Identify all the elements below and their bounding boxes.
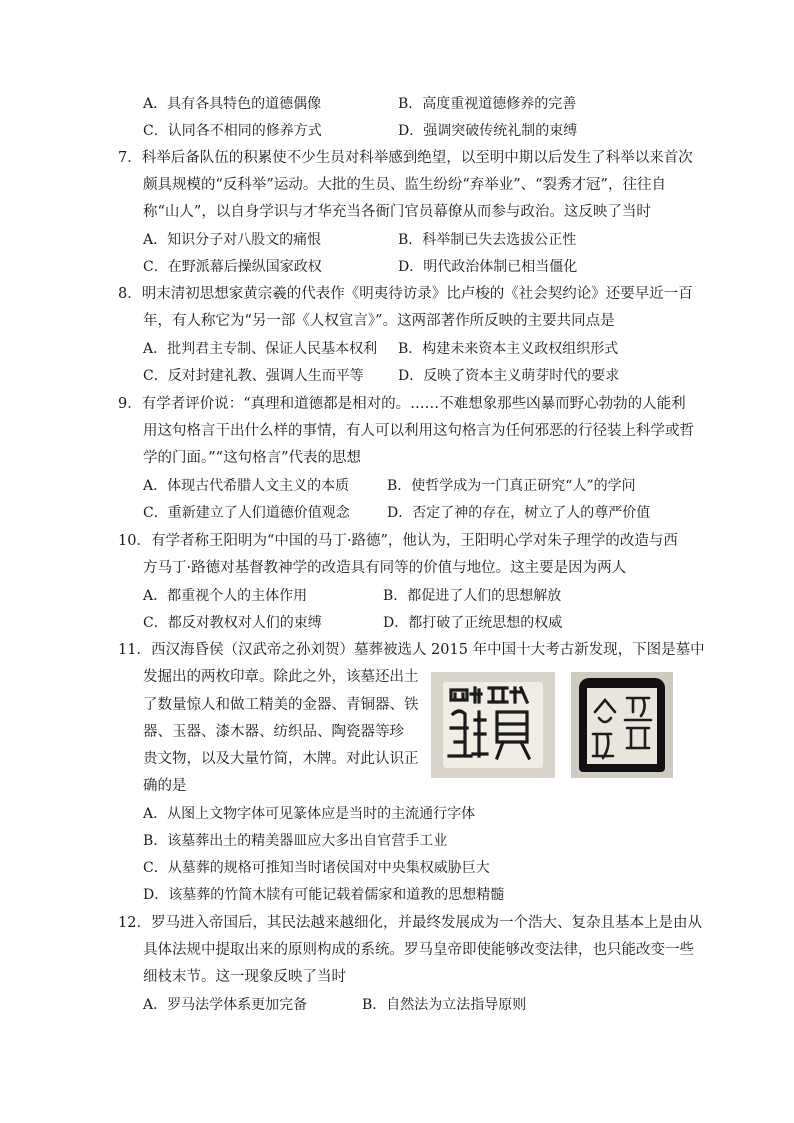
q7-option-a: A．知识分子对八股文的痛恨 <box>143 232 322 248</box>
q9-option-b: B．使哲学成为一门真正研究“人”的学问 <box>387 478 636 494</box>
q8-option-a: A．批判君主专制、保证人民基本权利 <box>143 341 378 357</box>
q7-stem-line-3: 称“山人”，以自身学识与才华充当各衙门官员幕僚从而参与政治。这反映了当时 <box>143 204 651 220</box>
q9-stem-line-1: 9．有学者评价说：“真理和道德都是相对的。……不难想象那些凶暴而野心勃勃的人能利 <box>118 396 686 412</box>
q10-option-a: A．都重视个人的主体作用 <box>143 588 308 604</box>
seal-1-carving <box>431 672 555 778</box>
q10-stem-line-1: 10．有学者称王阳明为“中国的马丁·路德”，他认为，王阳明心学对朱子理学的改造与西 <box>118 533 678 549</box>
seal-2-carving <box>571 672 673 778</box>
q10-option-c: C．都反对教权对人们的束缚 <box>143 615 322 631</box>
q11-option-c: C．从墓葬的规格可推知当时诸侯国对中央集权威胁巨大 <box>143 860 490 876</box>
q10-option-b: B．都促进了人们的思想解放 <box>383 588 562 604</box>
q11-stem-line-6: 确的是 <box>143 778 187 794</box>
q11-stem-line-2: 发掘出的两枚印章。除此之外，该墓还出土 <box>143 669 419 685</box>
q8-option-b: B．构建未来资本主义政权组织形式 <box>398 341 619 357</box>
q9-stem-line-3: 学的门面。”“这句格言”代表的思想 <box>143 450 361 466</box>
q12-stem-line-2: 具体法规中提取出来的原则构成的系统。罗马皇帝即使能够改变法律，也只能改变一些 <box>143 942 694 958</box>
q7-option-c: C．在野派幕后操纵国家政权 <box>143 259 322 275</box>
q12-option-b: B．自然法为立法指导原则 <box>362 997 527 1013</box>
q6-option-a: A．具有各具特色的道德偶像 <box>143 96 322 112</box>
q11-option-d: D．该墓葬的竹简木牍有可能记载着儒家和道教的思想精髓 <box>143 887 505 903</box>
seal-photo-1 <box>431 672 555 778</box>
q7-option-b: B．科举制已失去选拔公正性 <box>398 232 577 248</box>
q10-option-d: D．都打破了正统思想的权威 <box>383 615 563 631</box>
q8-option-d: D．反映了资本主义萌芽时代的要求 <box>398 368 620 384</box>
seal-photo-2 <box>571 672 673 778</box>
q10-stem-line-2: 方马丁·路德对基督教神学的改造具有同等的价值与地位。这主要是因为两人 <box>143 560 627 576</box>
q11-stem-line-1: 11．西汉海昏侯（汉武帝之孙刘贺）墓葬被选人 2015 年中国十大考古新发现，下图是墓中 <box>118 642 705 658</box>
q8-stem-line-1: 8．明末清初思想家黄宗羲的代表作《明夷待访录》比卢梭的《社会契约论》还要早近一百 <box>118 286 693 302</box>
q6-option-c: C．认同各不相同的修养方式 <box>143 123 322 139</box>
q8-stem-line-2: 年，有人称它为“另一部《人权宣言》”。这两部著作所反映的主要共同点是 <box>143 313 615 329</box>
q11-stem-line-3: 了数量惊人和做工精美的金器、青铜器、铁 <box>143 697 419 713</box>
q12-stem-line-1: 12．罗马进入帝国后，其民法越来越细化，并最终发展成为一个浩大、复杂且基本上是由从 <box>118 915 702 931</box>
q9-stem-line-2: 用这句格言干出什么样的事情，有人可以利用这句格言为任何邪恶的行径装上科学或哲 <box>143 423 694 439</box>
seal-images <box>431 672 673 778</box>
q6-option-b: B．高度重视道德修养的完善 <box>398 96 577 112</box>
q11-option-a: A．从图上文物字体可见篆体应是当时的主流通行字体 <box>143 806 476 822</box>
q9-option-a: A．体现古代希腊人文主义的本质 <box>143 478 350 494</box>
q7-option-d: D．明代政治体制已相当僵化 <box>398 259 578 275</box>
q9-option-c: C．重新建立了人们道德价值观念 <box>143 505 350 521</box>
q11-stem-line-5: 贵文物，以及大量竹简，木牌。对此认识正 <box>143 751 419 767</box>
q11-option-b: B．该墓葬出土的精美器皿应大多出自官营手工业 <box>143 833 448 849</box>
q8-option-c: C．反对封建礼教、强调人生而平等 <box>143 368 364 384</box>
q7-stem-line-1: 7．科举后备队伍的积累使不少生员对科举感到绝望，以至明中期以后发生了科举以来首次 <box>118 150 693 166</box>
q9-option-d: D．否定了神的存在，树立了人的尊严价值 <box>387 505 651 521</box>
q12-option-a: A．罗马法学体系更加完备 <box>143 997 308 1013</box>
q12-stem-line-3: 细枝末节。这一现象反映了当时 <box>143 969 346 985</box>
q11-stem-line-4: 器、玉器、漆木器、纺织品、陶瓷器等珍 <box>143 724 404 740</box>
q6-option-d: D．强调突破传统礼制的束缚 <box>398 123 578 139</box>
q7-stem-line-2: 颇具规模的“反科举”运动。大批的生员、监生纷纷“弃举业”、“裂秀才冠”，往往自 <box>143 177 666 193</box>
